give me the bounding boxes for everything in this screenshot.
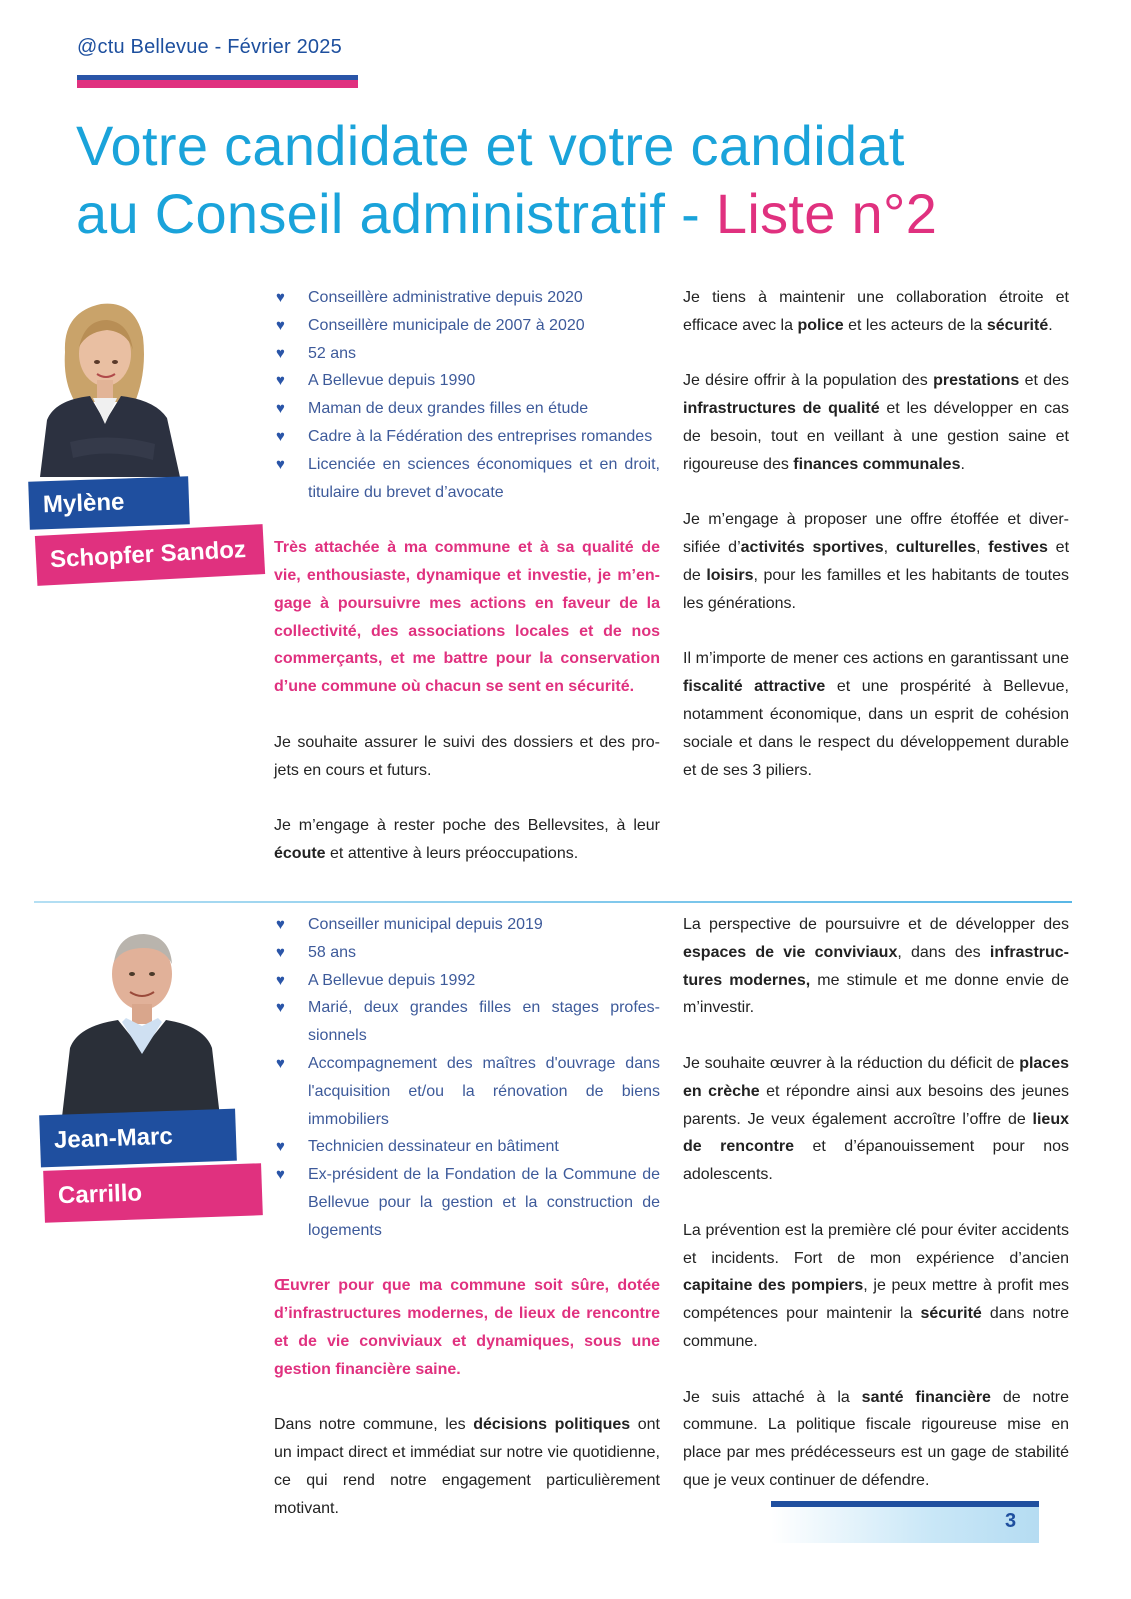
candidate-1-highlight: Très attachée à ma commune et à sa qualité de vie, enthousiaste, dynamique et investie, je m’engage à poursuivre mes actions en faveur de la collectivité, des associations locales et de nos commerçants, et me battre pour la conservation d’une commune où chacun se sent en sécurité. [274,539,660,696]
page-title [76,112,937,248]
heart-icon: ♥ [276,971,285,989]
footer-band [771,1507,1039,1543]
candidate-1-last-name: Schopfer Sandoz [35,524,265,586]
list-item: ♥ Maman de deux grandes filles en étude [274,395,660,423]
candidate-2-middle-column [274,911,660,1523]
candidate-2-right-paragraph-2: Je souhaite œuvrer à la réduction du déficit de places en crèche et répondre ainsi aux besoins des jeunes parents. Je veux également accroître l’offre de lieux de rencontre et d’épanouissement pour nos adolescents. [683,1054,1069,1184]
header-rule-pink [77,80,358,88]
candidate-1-right-paragraph-3: Je m’engage à proposer une offre étoffée et diversifiée d’activités sportives, culturelles, festives et de loisirs, pour les familles et les habitants de toutes les générations. [683,511,1070,612]
list-item: ♥ Cadre à la Fédération des entreprises romandes [274,423,660,451]
heart-icon: ♥ [276,1166,285,1184]
heart-icon: ♥ [276,999,285,1017]
title-line-2: au Conseil administratif - [76,182,716,245]
candidate-1-middle-column [274,284,660,868]
list-item: ♥ Marié, deux grandes filles en stages professionnels [274,994,660,1050]
candidate-1-right-paragraph-1: Je tiens à maintenir une collaboration étroite et efficace avec la police et les acteurs de la sécurité. [683,289,1069,334]
title-list-number: Liste n°2 [715,182,938,245]
heart-icon: ♥ [276,943,285,961]
heart-icon: ♥ [276,455,285,473]
list-item: ♥ Conseillère municipale de 2007 à 2020 [274,312,660,340]
list-item: ♥ Conseiller municipal depuis 2019 [274,911,660,939]
heart-icon: ♥ [276,344,285,362]
page-number: 3 [1005,1510,1017,1532]
candidate-1-first-name: Mylène [28,476,190,530]
list-item: ♥ A Bellevue depuis 1990 [274,367,660,395]
heart-icon: ♥ [276,1054,285,1072]
candidate-2-photo [60,922,220,1117]
heart-icon: ♥ [276,316,285,334]
candidate-2-right-paragraph-4: Je suis attaché à la santé financière de notre commune. La politique fiscale rigoureuse mise en place par mes prédécesseurs est un gage de stabilité que je veux continuer de défendre. [683,1388,1070,1489]
candidate-1-paragraph-2: Je m’engage à rester poche des Bellevsites, à leur écoute et attentive à leurs préoccupations. [274,817,660,862]
heart-icon: ♥ [276,289,285,306]
candidate-2-bullets [274,911,660,1245]
candidate-1-right-paragraph-2: Je désire offrir à la population des prestations et des infrastructures de qualité et les développer en cas de besoin, tout en veillant à une gestion saine et rigoureuse des finances communales. [683,372,1070,473]
list-item: ♥ Technicien dessinateur en bâtiment [274,1133,660,1161]
candidate-2-last-name: Carrillo [43,1163,263,1223]
list-item: ♥ Licenciée en sciences économiques et en droit, titulaire du brevet d’avocate [274,451,660,507]
list-item: ♥ Ex-président de la Fondation de la Commune de Bellevue pour la gestion et la construction de logements [274,1161,660,1244]
list-item: ♥ A Bellevue depuis 1992 [274,967,660,995]
candidate-2-first-name: Jean-Marc [39,1109,237,1168]
list-item: ♥ 52 ans [274,340,660,368]
heart-icon: ♥ [276,400,285,418]
candidate-2-right-paragraph-1: La perspective de poursuivre et de développer des espaces de vie conviviaux, dans des infrastructures modernes, me stimule et me donne envie de m’investir. [683,916,1069,1017]
title-line-1: Votre candidate et votre candidat [76,114,905,177]
list-item: ♥ Conseillère administrative depuis 2020 [274,284,660,312]
list-item: ♥ 58 ans [274,939,660,967]
candidate-2-right-paragraph-3: La prévention est la première clé pour éviter accidents et incidents. Fort de mon expérience d’ancien capitaine des pompiers, je peux mettre à profit mes compétences pour maintenir la sécurité dans notre commune. [683,1221,1069,1350]
candidate-2-right-column [683,911,1069,1495]
candidate-1-paragraph-1: Je souhaite assurer le suivi des dossiers et des projets en cours et futurs. [274,733,660,779]
candidate-1-bullets [274,284,660,506]
candidate-2-highlight: Œuvrer pour que ma commune soit sûre, dotée d’infrastructures modernes, de lieux de rencontre et de vie conviviaux et dynamiques, sous une gestion financière saine. [274,1277,660,1378]
heart-icon: ♥ [276,372,285,390]
heart-icon: ♥ [276,427,285,445]
candidate-2-paragraph-1: Dans notre commune, les décisions politiques ont un impact direct et immédiat sur notre vie quotidienne, ce qui rend notre engagement particulièrement motivant. [274,1416,660,1517]
candidate-1-photo [35,292,185,477]
section-divider [34,901,1072,903]
heart-icon: ♥ [276,1138,285,1156]
candidate-1-right-paragraph-4: Il m’importe de mener ces actions en garantissant une fiscalité attractive et une prospérité à Bellevue, notamment économique, dans un esprit de cohésion sociale et dans le respect du développement durable et de ses 3 piliers. [683,650,1069,779]
heart-icon: ♥ [276,916,285,933]
list-item: ♥ Accompagnement des maîtres d'ouvrage dans l'acquisition et/ou la rénovation de biens immobiliers [274,1050,660,1133]
candidate-1-right-column [683,284,1069,784]
issue-header: @ctu Bellevue - Février 2025 [77,36,342,58]
